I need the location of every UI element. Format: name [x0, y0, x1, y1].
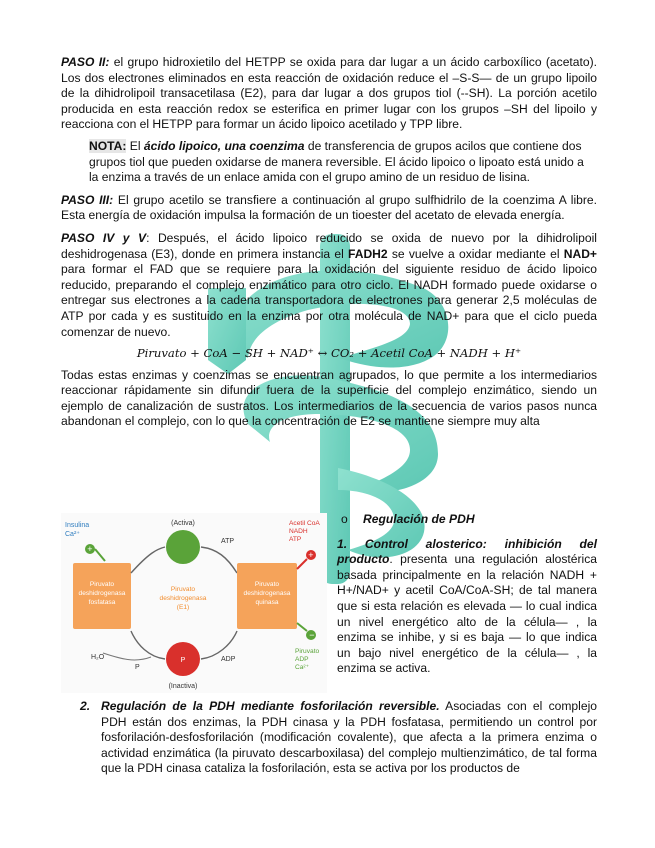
bullet-marker: o	[341, 512, 348, 526]
e1-line-1: Piruvato	[170, 586, 196, 593]
atp-label: ATP	[221, 538, 235, 545]
paragraph-paso-2	[61, 55, 597, 133]
kinase-line-1: Piruvato	[254, 581, 280, 588]
h2o-label: H₂O	[91, 654, 105, 661]
item-2-text: Asociadas con el complejo PDH están dos enzimas, la PDH cinasa y la PDH fosfatasa, permitiendo un control por fosforilación-desfosforilación (modificación covalente), que afecta a la primera enzima o actividad enzimática (la piruvato descarboxilasa) del complejo multienzimático, de tal forma que la PDH cinasa cataliza la fosforilación, esta se activa por los productos de	[101, 699, 597, 776]
insulina-label: Insulina	[65, 522, 90, 529]
nadh-label: NADH	[289, 528, 308, 535]
activa-label: (Activa)	[171, 520, 195, 527]
main-text	[61, 55, 597, 430]
adp-label: ADP	[221, 656, 236, 663]
e1-line-3: (E1)	[176, 604, 190, 611]
item-2-title: Regulación de la PDH mediante fosforilación reversible.	[101, 699, 440, 713]
paso-3-text: El grupo acetilo se transfiere a continuación al grupo sulfhidrilo de la coenzima A libre. Esta energía de oxidación impulsa la formación de un tioester del acetato de elevada energía.	[61, 192, 597, 223]
note-term: ácido lipoico, una coenzima	[143, 138, 305, 153]
paso-2-text: el grupo hidroxietilo del HETPP se oxida para dar lugar a un ácido carboxílico (acetato). Los dos electrones eliminados en esta reacción de oxidación reduce el –S-S— de un grupo lipoilo de la dihidrolipoil transacetilasa (E2), para dar lugar a dos grupos tiol (--SH). La porción acetilo producida en esta reacción redox se esterifica en primer lugar con los grupos –SH del lipoilo y reacciona con el HETPP para formar un ácido lipoico acetilado y TPP libre.	[61, 55, 597, 132]
paso-4-5-text-2: se vuelve a oxidar mediante el	[387, 246, 564, 261]
regulation-section	[337, 512, 597, 677]
svg-text:+: +	[87, 544, 93, 555]
pdh-regulation-diagram	[61, 513, 327, 693]
pi-label: P	[135, 664, 140, 671]
ca-left-label: Ca²⁺	[65, 531, 80, 538]
svg-text:P: P	[180, 657, 186, 664]
item-2-paragraph	[101, 699, 597, 777]
regulation-title: Regulación de PDH	[363, 512, 475, 526]
note-pre: El	[126, 138, 144, 153]
inactiva-label: (Inactiva)	[168, 683, 198, 690]
item-1-text: . presenta una regulación alostérica basada principalmente en la relación NADH + H+/NAD+ y acetil CoA/CoA-SH; de tal manera que si esta relación es elevada — lo cual indica un nivel energético alto de la célula— , la enzima se inhibe, y si es baja — lo que indica un bajo nivel energético de la célula— , la enzima se activa.	[337, 552, 597, 676]
paragraph-todas: Todas estas enzimas y coenzimas se encuentran agrupados, lo que permite a los intermediarios reaccionar rápidamente sin difundir fuera de la superficie del complejo enzimático, siendo un ejemplo de canalización de sustratos. Los intermediarios de la secuencia de varios pasos nunca abandonan el complejo, con lo que la concentración de E2 se mantiene siempre muy alta	[61, 367, 597, 429]
phosphatase-line-3: fosfatasa	[88, 599, 116, 606]
phosphatase-line-2: deshidrogenasa	[78, 590, 126, 597]
paso-4-5-text-3: para formar el FAD que se requiere para la oxidación del siguiente residuo de ácido lipoico reducido, preparando el complejo enzimático para otro ciclo. El NADH formado puede oxidarse o entregar sus electrones a la cadena transportadora de electrones para generar 2,5 moléculas de ATP por cada y es sustituido en la enzima por otra molécula de NAD+ para que el ciclo pueda comenzar de nuevo.	[61, 262, 597, 339]
item-2	[80, 699, 597, 777]
acetil-label: Acetil CoA	[289, 520, 320, 527]
active-state-icon	[166, 530, 200, 564]
ca-right-label: Ca²⁺	[295, 664, 310, 671]
kinase-line-3: quinasa	[255, 599, 279, 606]
paragraph-paso-3	[61, 193, 597, 224]
note-text: de transferencia de grupos acilos que contiene dos grupos tiol que pueden oxidarse de manera reversible. El ácido lipoico o lipoato está unido a la enzima a través de un enlace amida con el grupo amino de un residuo de lisina.	[89, 138, 584, 185]
atp-red-label: ATP	[289, 536, 302, 543]
svg-text:+: +	[308, 550, 314, 561]
phosphatase-line-1: Piruvato	[89, 581, 115, 588]
note-box	[89, 139, 589, 186]
paso-4-5-label: PASO IV y V	[61, 230, 147, 245]
paragraph-paso-4-5	[61, 231, 597, 340]
reaction-formula: Piruvato + CoA − SH + NAD⁺ ↔ CO₂ + Acetil CoA + NADH + H⁺	[136, 346, 522, 361]
e1-line-2: deshidrogenasa	[159, 595, 207, 602]
paso-4-5-text-1: : Después, el ácido lipoico reducido se oxida de nuevo por la dihidrolipoil deshidrogenasa (E3), donde en primera instancia el	[61, 230, 597, 261]
paso-2-label: PASO II:	[61, 55, 110, 69]
item-2-number: 2.	[80, 699, 91, 713]
item-1-title: 1. Control alosterico: inhibición del producto	[337, 536, 597, 567]
paso-3-label: PASO III:	[61, 192, 114, 207]
svg-text:−: −	[309, 630, 315, 640]
piruvato-label: Piruvato	[295, 648, 320, 655]
regulation-heading	[337, 512, 597, 528]
note-label: NOTA:	[89, 138, 127, 153]
fadh2-term: FADH2	[348, 246, 388, 261]
kinase-line-2: deshidrogenasa	[243, 590, 291, 597]
nad-term: NAD+	[563, 246, 597, 261]
item-1-paragraph	[337, 537, 597, 677]
adp-green-label: ADP	[295, 656, 309, 663]
